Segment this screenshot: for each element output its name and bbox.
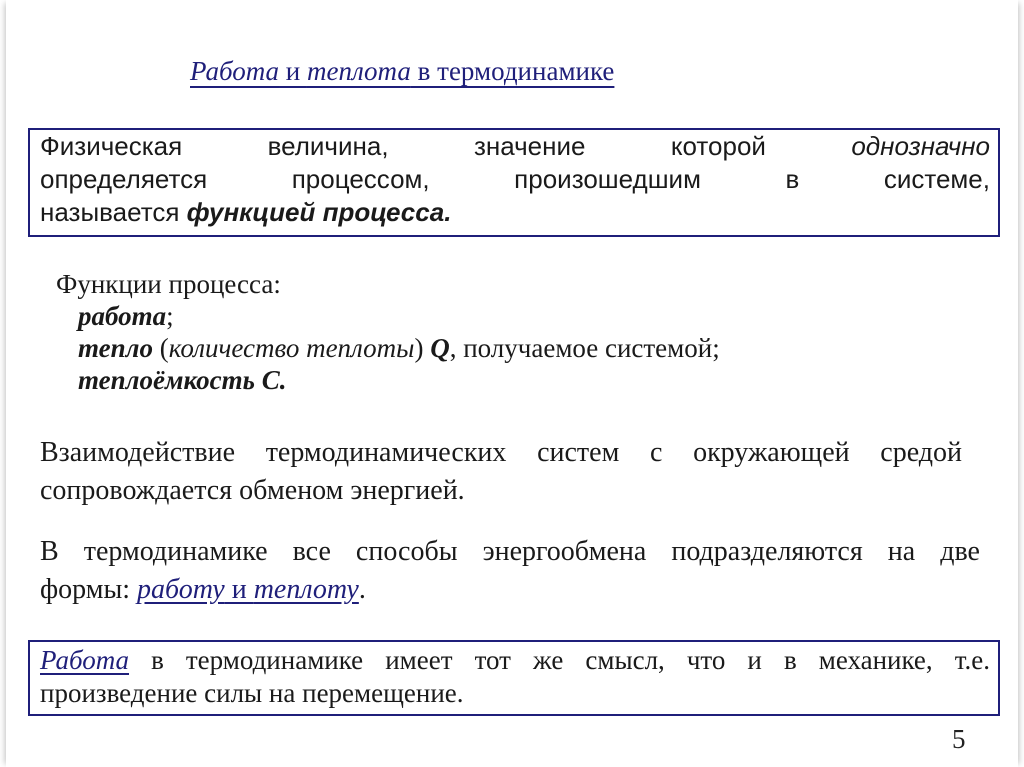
definition-box [28, 128, 1000, 237]
interaction-line-2: сопровождается обменом энергией. [40, 475, 465, 506]
heat-term: тепло [78, 333, 154, 363]
work-note-line-1 [40, 644, 990, 677]
definition-unambiguously: однозначно [851, 131, 990, 161]
forms-tail: . [358, 574, 366, 605]
page-number: 5 [952, 724, 966, 754]
and-connector: и [224, 574, 254, 605]
list-item-work [56, 300, 720, 332]
work-note-box [28, 640, 1000, 716]
heat-quantity: количество теплоты [168, 333, 415, 363]
definition-line-2: определяется процессом, произошедшим в системе, [40, 164, 990, 194]
definition-process-function: функцией процесса. [186, 197, 452, 227]
energy-exchange-paragraph [40, 533, 980, 609]
energy-exchange-line-1: В термодинамике все способы энергообмена подразделяются на две [40, 536, 980, 567]
heat-open-paren: ( [153, 333, 169, 363]
definition-line-3 [40, 196, 990, 229]
heat-link[interactable]: теплоту [253, 574, 359, 605]
process-functions-list [56, 268, 720, 396]
slide-title [190, 56, 614, 87]
energy-exchange-line-2 [40, 571, 980, 609]
work-term: работа [78, 301, 167, 331]
heat-capacity-symbol-c: С [261, 365, 280, 395]
work-link[interactable]: работу [137, 574, 225, 605]
definition-line-1-text: Физическая величина, значение которой [40, 131, 852, 161]
heat-close-paren: ) [414, 333, 431, 363]
heat-capacity-tail: . [279, 365, 287, 395]
work-note-term: Работа [40, 645, 130, 675]
list-item-heat-capacity [56, 364, 720, 396]
work-note-text [40, 644, 990, 710]
list-item-heat [56, 332, 720, 364]
heat-symbol-q: Q [430, 333, 450, 363]
title-heat: теплота [306, 56, 411, 86]
title-rest: в термодинамике [410, 56, 615, 86]
slide [6, 0, 1018, 767]
definition-text [40, 130, 990, 229]
process-functions-heading: Функции процесса: [56, 269, 281, 299]
interaction-line-1: Взаимодействие термодинамических систем с окружающей средой [40, 437, 962, 468]
title-work: Работа [190, 56, 280, 86]
heat-capacity-space [255, 365, 262, 395]
work-tail: ; [166, 301, 174, 331]
definition-line-3-prefix: называется [40, 197, 187, 227]
forms-prefix: формы: [40, 574, 138, 605]
interaction-paragraph [40, 434, 962, 510]
work-note-line-1-rest: в термодинамике имеет тот же смысл, что и в механике, т.е. [129, 645, 990, 675]
heat-tail: , получаемое системой; [449, 333, 720, 363]
title-and: и [279, 56, 307, 86]
work-note-line-2: произведение силы на перемещение. [40, 678, 464, 708]
heat-capacity-term: теплоёмкость [78, 365, 255, 395]
definition-line-1 [40, 130, 990, 163]
